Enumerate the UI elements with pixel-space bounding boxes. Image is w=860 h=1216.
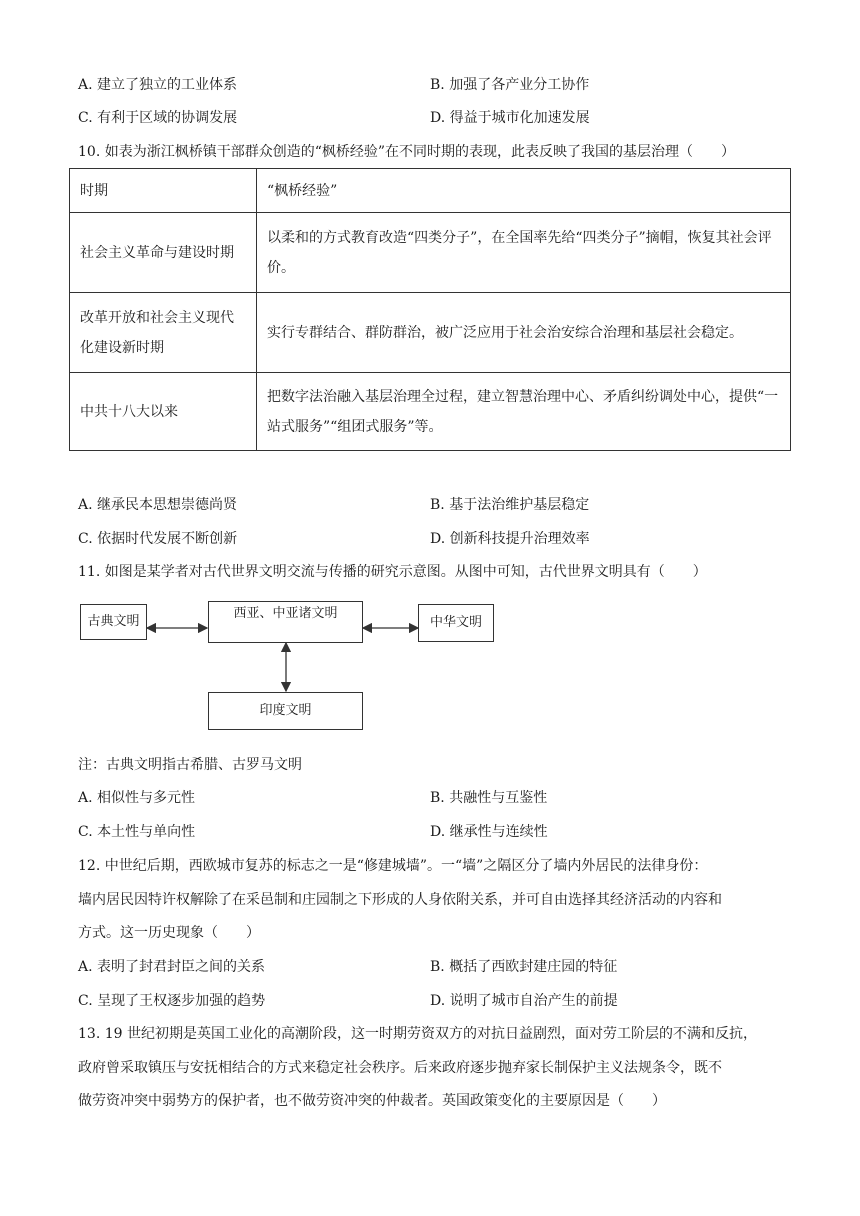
table-header-cell: 时期 (70, 169, 257, 213)
q9-option-d: D. 得益于城市化加速发展 (430, 110, 590, 126)
q13-stem-line3: 做劳资冲突中弱势方的保护者，也不做劳资冲突的仲裁者。英国政策变化的主要原因是（ ） (78, 1093, 666, 1109)
table-cell-period: 改革开放和社会主义现代化建设新时期 (70, 293, 257, 373)
table-cell-experience: 以柔和的方式教育改造“四类分子”，在全国率先给“四类分子”摘帽，恢复其社会评价。 (257, 213, 791, 293)
table-cell-period: 中共十八大以来 (70, 373, 257, 451)
q13-stem-line2: 政府曾采取镇压与安抚相结合的方式来稳定社会秩序。后来政府逐步抛弃家长制保护主义法规条令，既不 (78, 1060, 722, 1076)
q12-stem-line3: 方式。这一历史现象（ ） (78, 925, 260, 941)
q10-option-c: C. 依据时代发展不断创新 (78, 531, 238, 547)
q10-stem: 10. 如表为浙江枫桥镇干部群众创造的“枫桥经验”在不同时期的表现，此表反映了我国的基层治理（ ） (78, 144, 736, 160)
q13-stem-line1: 13. 19 世纪初期是英国工业化的高潮阶段，这一时期劳资双方的对抗日益剧烈，面对劳工阶层的不满和反抗， (78, 1026, 757, 1042)
q12-option-a: A. 表明了封君封臣之间的关系 (78, 959, 266, 975)
q11-note: 注：古典文明指古希腊、古罗马文明 (78, 757, 302, 773)
table-cell-period: 社会主义革命与建设时期 (70, 213, 257, 293)
table-cell-experience: 实行专群结合、群防群治，被广泛应用于社会治安综合治理和基层社会稳定。 (257, 293, 791, 373)
q12-stem-line1: 12. 中世纪后期，西欧城市复苏的标志之一是“修建城墙”。一“墙”之隔区分了墙内外居民的法律身份： (78, 858, 708, 874)
q10-option-d: D. 创新科技提升治理效率 (430, 531, 590, 547)
q11-option-a: A. 相似性与多元性 (78, 790, 196, 806)
q12-option-b: B. 概括了西欧封建庄园的特征 (430, 959, 618, 975)
q12-option-c: C. 呈现了王权逐步加强的趋势 (78, 993, 266, 1009)
table-header-cell: “枫桥经验” (257, 169, 791, 213)
q9-option-c: C. 有利于区域的协调发展 (78, 110, 238, 126)
q12-option-d: D. 说明了城市自治产生的前提 (430, 993, 618, 1009)
q10-option-b: B. 基于法治维护基层稳定 (430, 497, 590, 513)
q10-option-a: A. 继承民本思想崇德尚贤 (78, 497, 238, 513)
q11-option-b: B. 共融性与互鉴性 (430, 790, 548, 806)
indian-civilization-box: 印度文明 (208, 692, 363, 730)
q11-stem: 11. 如图是某学者对古代世界文明交流与传播的研究示意图。从图中可知，古代世界文明具有（ ） (78, 564, 707, 580)
classical-civilization-box: 古典文明 (80, 604, 147, 640)
west-central-asia-box (208, 601, 363, 643)
q12-stem-line2: 墙内居民因特许权解除了在采邑制和庄园制之下形成的人身依附关系，并可自由选择其经济活动的内容和 (78, 892, 722, 908)
q9-option-a: A. 建立了独立的工业体系 (78, 77, 238, 93)
west-central-asia-label: 西亚、中亚诸文明 (233, 606, 338, 621)
q11-option-c: C. 本土性与单向性 (78, 824, 196, 840)
table-cell-experience: 把数字法治融入基层治理全过程，建立智慧治理中心、矛盾纠纷调处中心，提供“一站式服务”“组团式服务”等。 (257, 373, 791, 451)
chinese-civilization-box: 中华文明 (418, 604, 494, 642)
q11-option-d: D. 继承性与连续性 (430, 824, 548, 840)
q9-option-b: B. 加强了各产业分工协作 (430, 77, 590, 93)
